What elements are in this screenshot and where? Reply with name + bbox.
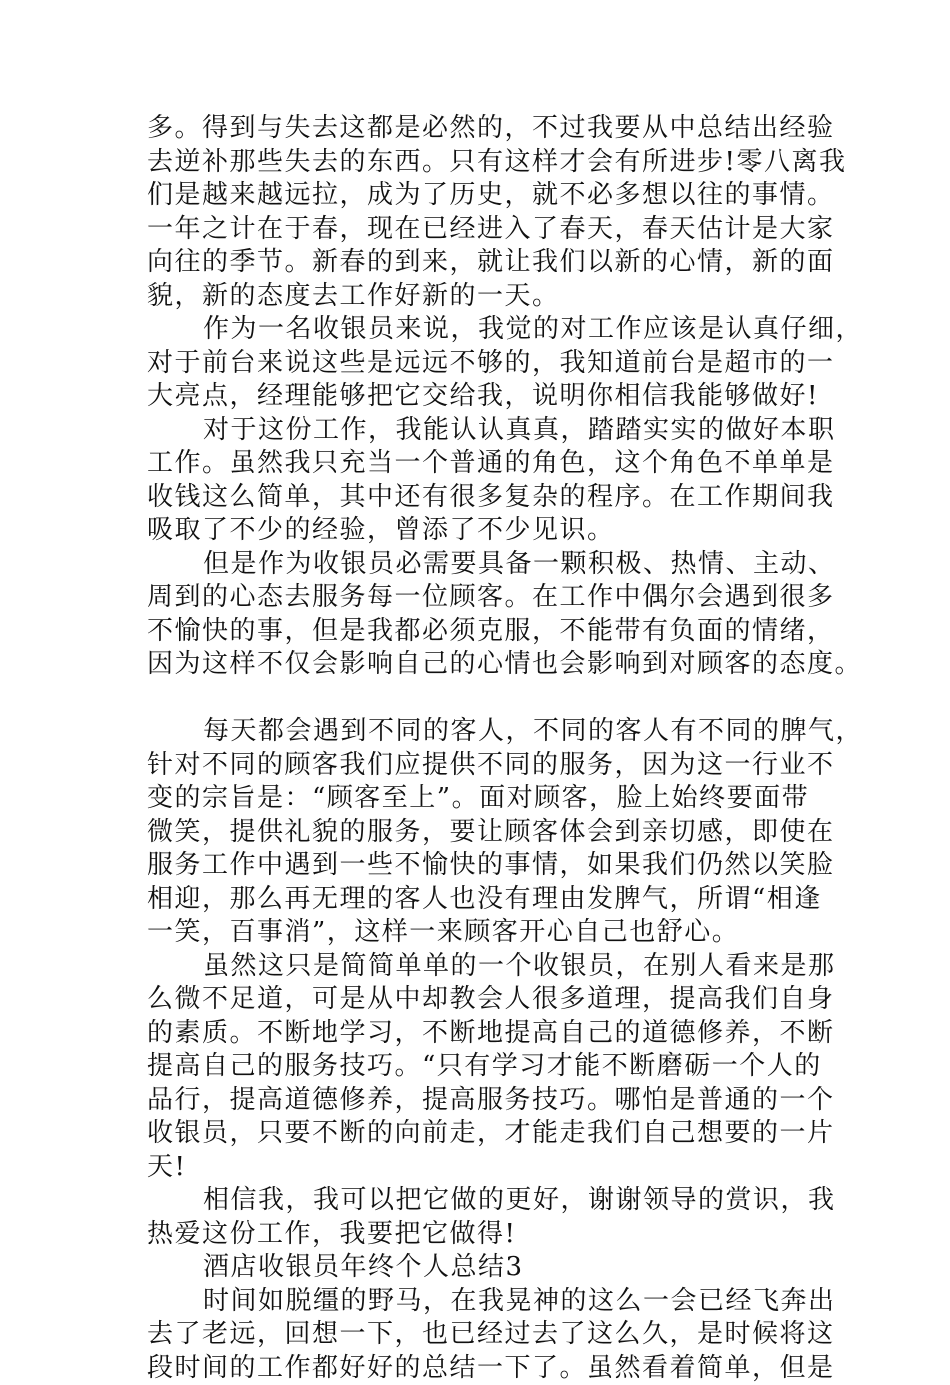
text-line: 向往的季节。新春的到来，就让我们以新的心情，新的面 bbox=[147, 246, 807, 280]
text-line: 多。得到与失去这都是必然的，不过我要从中总结出经验 bbox=[147, 112, 807, 146]
text-line: 貌，新的态度去工作好新的一天。 bbox=[147, 280, 807, 314]
text-line: 收钱这么简单，其中还有很多复杂的程序。在工作期间我 bbox=[147, 481, 807, 515]
document-body bbox=[147, 112, 807, 1385]
text-line: 去逆补那些失去的东西。只有这样才会有所进步!零八离我 bbox=[147, 146, 807, 180]
paragraph bbox=[147, 715, 807, 950]
paragraph bbox=[147, 1285, 807, 1385]
text-line: 微笑，提供礼貌的服务，要让顾客体会到亲切感，即使在 bbox=[147, 816, 807, 850]
text-line: 时间如脱缰的野马，在我晃神的这么一会已经飞奔出 bbox=[147, 1285, 807, 1319]
text-line: 吸取了不少的经验，曾添了不少见识。 bbox=[147, 514, 807, 548]
text-line: 去了老远，回想一下，也已经过去了这么久，是时候将这 bbox=[147, 1318, 807, 1352]
text-line: 不愉快的事，但是我都必须克服，不能带有负面的情绪， bbox=[147, 615, 807, 649]
text-line: 品行，提高道德修养，提高服务技巧。哪怕是普通的一个 bbox=[147, 1084, 807, 1118]
blank-line bbox=[147, 682, 807, 716]
text-line: 对于这份工作，我能认认真真，踏踏实实的做好本职 bbox=[147, 414, 807, 448]
text-line: 虽然这只是简简单单的一个收银员，在别人看来是那 bbox=[147, 950, 807, 984]
text-line: 工作。虽然我只充当一个普通的角色，这个角色不单单是 bbox=[147, 447, 807, 481]
text-line: 的素质。不断地学习，不断地提高自己的道德修养，不断 bbox=[147, 1017, 807, 1051]
text-line: 热爱这份工作，我要把它做得! bbox=[147, 1218, 807, 1252]
text-line: 段时间的工作都好好的总结一下了。虽然看着简单，但是 bbox=[147, 1352, 807, 1385]
text-line: 相信我，我可以把它做的更好，谢谢领导的赏识，我 bbox=[147, 1184, 807, 1218]
text-line: 提高自己的服务技巧。“只有学习才能不断磨砺一个人的 bbox=[147, 1050, 807, 1084]
text-line: 天! bbox=[147, 1151, 807, 1185]
paragraph bbox=[147, 112, 807, 313]
text-line: 因为这样不仅会影响自己的心情也会影响到对顾客的态度。 bbox=[147, 648, 807, 682]
paragraph bbox=[147, 313, 807, 414]
heading-text: 酒店收银员年终个人总结3 bbox=[147, 1251, 807, 1285]
text-line: 针对不同的顾客我们应提供不同的服务，因为这一行业不 bbox=[147, 749, 807, 783]
text-line: 变的宗旨是：“顾客至上”。面对顾客，脸上始终要面带 bbox=[147, 782, 807, 816]
text-line: 每天都会遇到不同的客人，不同的客人有不同的脾气， bbox=[147, 715, 807, 749]
text-line: 一笑，百事消”，这样一来顾客开心自己也舒心。 bbox=[147, 916, 807, 950]
paragraph bbox=[147, 1184, 807, 1251]
text-line: 对于前台来说这些是远远不够的，我知道前台是超市的一 bbox=[147, 347, 807, 381]
text-line: 么微不足道，可是从中却教会人很多道理，提高我们自身 bbox=[147, 983, 807, 1017]
text-line: 周到的心态去服务每一位顾客。在工作中偶尔会遇到很多 bbox=[147, 581, 807, 615]
text-line: 服务工作中遇到一些不愉快的事情，如果我们仍然以笑脸 bbox=[147, 849, 807, 883]
text-line: 收银员，只要不断的向前走，才能走我们自己想要的一片 bbox=[147, 1117, 807, 1151]
paragraph bbox=[147, 950, 807, 1185]
text-line: 作为一名收银员来说，我觉的对工作应该是认真仔细， bbox=[147, 313, 807, 347]
text-line: 但是作为收银员必需要具备一颗积极、热情、主动、 bbox=[147, 548, 807, 582]
text-line: 们是越来越远拉，成为了历史，就不必多想以往的事情。 bbox=[147, 179, 807, 213]
text-line: 相迎，那么再无理的客人也没有理由发脾气，所谓“相逢 bbox=[147, 883, 807, 917]
text-line: 大亮点，经理能够把它交给我，说明你相信我能够做好! bbox=[147, 380, 807, 414]
paragraph bbox=[147, 414, 807, 548]
text-line: 一年之计在于春，现在已经进入了春天，春天估计是大家 bbox=[147, 213, 807, 247]
paragraph bbox=[147, 548, 807, 682]
section-heading bbox=[147, 1251, 807, 1285]
